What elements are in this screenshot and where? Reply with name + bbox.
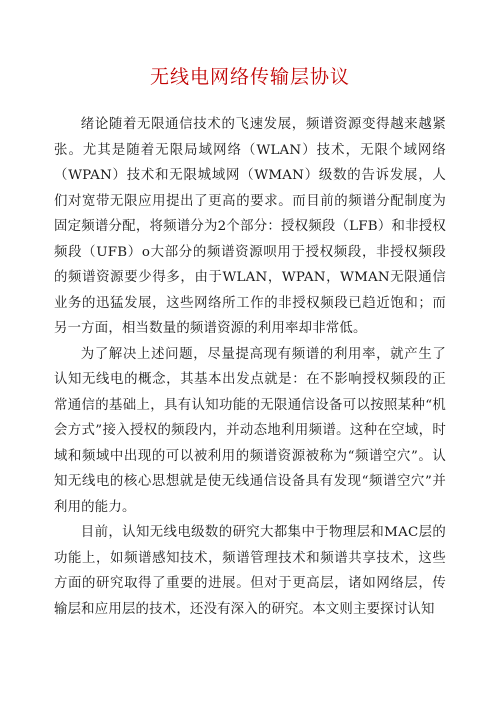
document-body — [54, 112, 446, 622]
document-title: 无线电网络传输层协议 — [149, 66, 350, 88]
paragraph-2: 为了解决上述问题，尽量提高现有频谱的利用率，就产生了认知无线电的概念，其基本出发点就是：在不影响授权频段的正常通信的基础上，具有认知功能的无限通信设备可以按照某种“机会方式”接入授权的频段内，并动态地利用频谱。这种在空域，时域和频域中出现的可以被利用的频谱资源被称为“频谱空穴”。认知无线电的核心思想就是使无线通信设备具有发现“频谱空穴”并利用的能力。 — [54, 346, 446, 515]
paragraph-1: 绪论随着无限通信技术的飞速发展，频谱资源变得越来越紧张。尤其是随着无限局域网络（WLAN）技术，无限个域网络（WPAN）技术和无限城域网（WMAN）级数的告诉发展，人们对宽带无限应用提出了更高的要求。而目前的频谱分配制度为固定频谱分配，将频谱分为2个部分：授权频段（LFB）和非授权频段（UFB）ο大部分的频谱资源呗用于授权频段，非授权频段的频谱资源要少得多，由于WLAN，WPAN，WMAN无限通信业务的迅猛发展，这些网络所工作的非授权频段已趋近饱和；而另一方面，相当数量的频谱资源的利用率却非常低。 — [54, 117, 446, 336]
paragraph-3: 目前，认知无线电级数的研究大都集中于物理层和MAC层的功能上，如频谱感知技术，频谱管理技术和频谱共享技术，这些方面的研究取得了重要的进展。但对于更高层，诸如网络层，传输层和应用层的技术，还没有深入的研究。本文则主要探讨认知 — [54, 525, 446, 617]
